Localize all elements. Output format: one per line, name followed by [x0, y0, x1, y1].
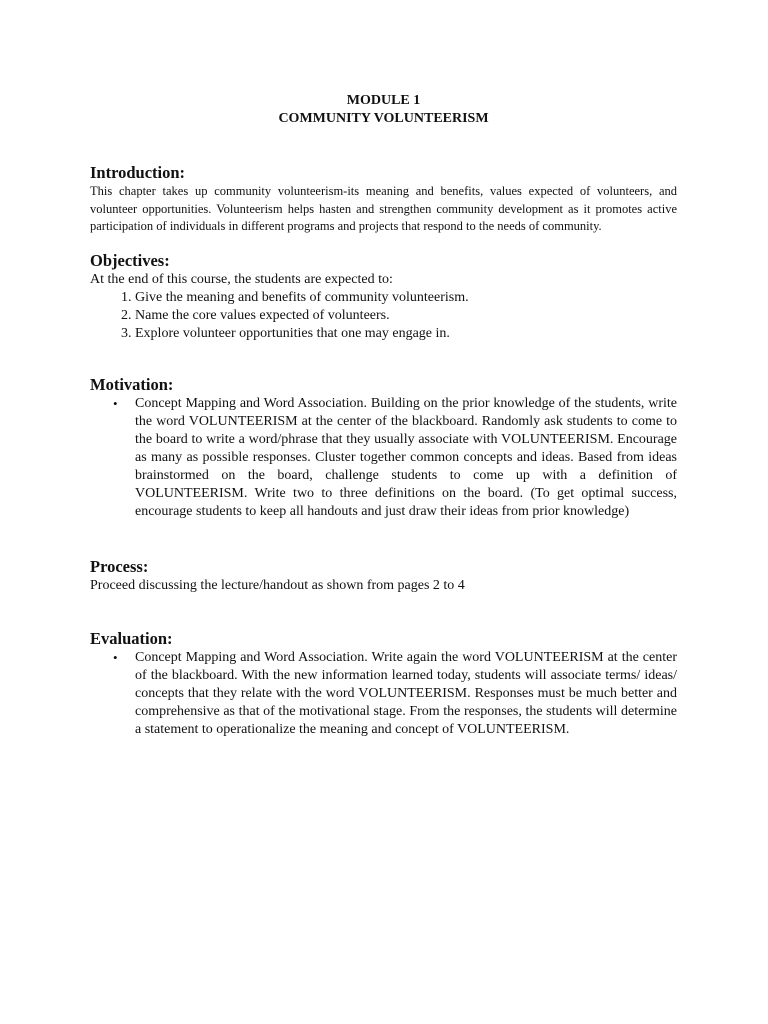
motivation-list — [90, 395, 677, 521]
introduction-text: This chapter takes up community volunteerism-its meaning and benefits, values expected of volunteers, and volunteer opportunities. Volunteerism helps hasten and strengthen community development as it promotes active participation of individuals in different programs and projects that respond to the needs of community. — [90, 184, 677, 233]
objectives-list — [90, 289, 677, 343]
process-section — [90, 557, 677, 595]
document-page — [90, 92, 677, 739]
process-heading: Process: — [90, 556, 149, 576]
motivation-item-text: Concept Mapping and Word Association. Building on the prior knowledge of the students, write the word VOLUNTEERISM at the center of the blackboard. Randomly ask students to come to the board to write a word/phrase that they usually associate with VOLUNTEERISM. Encourage as many as possible responses. Cluster together common concepts and ideas. Based from ideas brainstormed on the board, challenge students to come up with a definition of VOLUNTEERISM. Write two to three definitions on the board. (To get optimal success, encourage students to keep all handouts and just draw their ideas from prior knowledge) — [135, 395, 677, 519]
objectives-lead: At the end of this course, the students are expected to: — [90, 271, 393, 287]
evaluation-list — [90, 649, 677, 739]
bullet-icon: • — [113, 395, 118, 411]
motivation-section — [90, 375, 677, 521]
introduction-section — [90, 163, 677, 236]
introduction-heading: Introduction: — [90, 163, 186, 182]
process-text: Proceed discussing the lecture/handout as shown from pages 2 to 4 — [90, 577, 465, 593]
evaluation-item — [113, 649, 677, 739]
motivation-heading: Motivation: — [90, 374, 174, 394]
evaluation-item-text: Concept Mapping and Word Association. Write again the word VOLUNTEERISM at the center of the blackboard. With the new information learned today, students will associate terms/ ideas/ concepts that they relate with the word VOLUNTEERISM. Responses must be much better and comprehensive as that of the motivational stage. From the responses, the students will determine a statement to operationalize the meaning and concept of VOLUNTEERISM. — [135, 649, 677, 737]
evaluation-section — [90, 629, 677, 739]
objective-item: 2. Name the core values expected of volunteers. — [135, 307, 677, 325]
objective-item: 1. Give the meaning and benefits of community volunteerism. — [135, 289, 677, 307]
module-title: COMMUNITY VOLUNTEERISM — [278, 111, 489, 126]
objectives-section — [90, 251, 677, 343]
module-number: MODULE 1 — [346, 93, 421, 108]
objective-item: 3. Explore volunteer opportunities that one may engage in. — [135, 325, 677, 343]
title-block — [90, 92, 677, 128]
bullet-icon: • — [113, 649, 118, 665]
evaluation-heading: Evaluation: — [90, 628, 173, 648]
objectives-heading: Objectives: — [90, 250, 170, 270]
motivation-item — [113, 395, 677, 521]
